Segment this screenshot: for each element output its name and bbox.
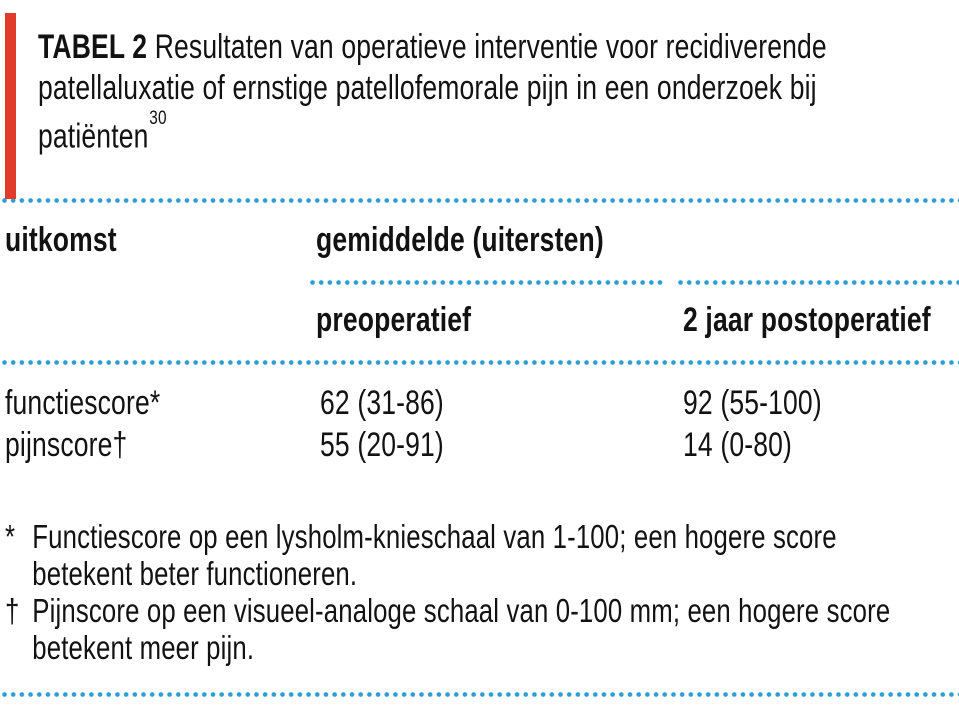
cell-postoperative: 14 (0-80) <box>683 426 793 464</box>
footnote-text: Pijnscore op een visueel-analoge schaal van 0-100 mm; een hogere score betekent meer pijn. <box>32 592 891 666</box>
reference-superscript: 30 <box>149 107 167 130</box>
accent-bar <box>5 13 16 199</box>
column-header-postoperative: 2 jaar postoperatief <box>683 301 931 339</box>
dotted-separator-bottom <box>2 692 959 697</box>
table-caption <box>38 27 951 157</box>
footnote-marker: * <box>5 518 16 555</box>
cell-outcome: pijnscore† <box>5 426 128 464</box>
column-header-outcome: uitkomst <box>5 221 117 259</box>
footnote-marker: † <box>5 592 20 629</box>
column-header-group: gemiddelde (uitersten) <box>316 221 604 259</box>
dotted-separator-subheader-left <box>310 280 663 285</box>
footnotes <box>5 518 937 666</box>
footnote-text: Functiescore op een lysholm-knieschaal van 1-100; een hogere score betekent beter functioneren. <box>32 518 837 592</box>
cell-preoperative: 55 (20-91) <box>320 426 444 464</box>
dotted-separator-subheader-right <box>678 280 959 285</box>
footnote <box>5 592 937 666</box>
dotted-separator-header <box>2 360 959 365</box>
cell-postoperative: 92 (55-100) <box>683 384 822 422</box>
cell-outcome: functiescore* <box>5 384 161 422</box>
table-caption-text: Resultaten van operatieve interventie voor recidiverende patellaluxatie of ernstige patellofemorale pijn in een onderzoek bij patiënten <box>38 28 827 156</box>
footnote <box>5 518 937 592</box>
table-number-label: TABEL 2 <box>38 28 148 66</box>
cell-preoperative: 62 (31-86) <box>320 384 444 422</box>
dotted-separator-top <box>2 198 959 203</box>
column-header-preoperative: preoperatief <box>316 301 472 339</box>
